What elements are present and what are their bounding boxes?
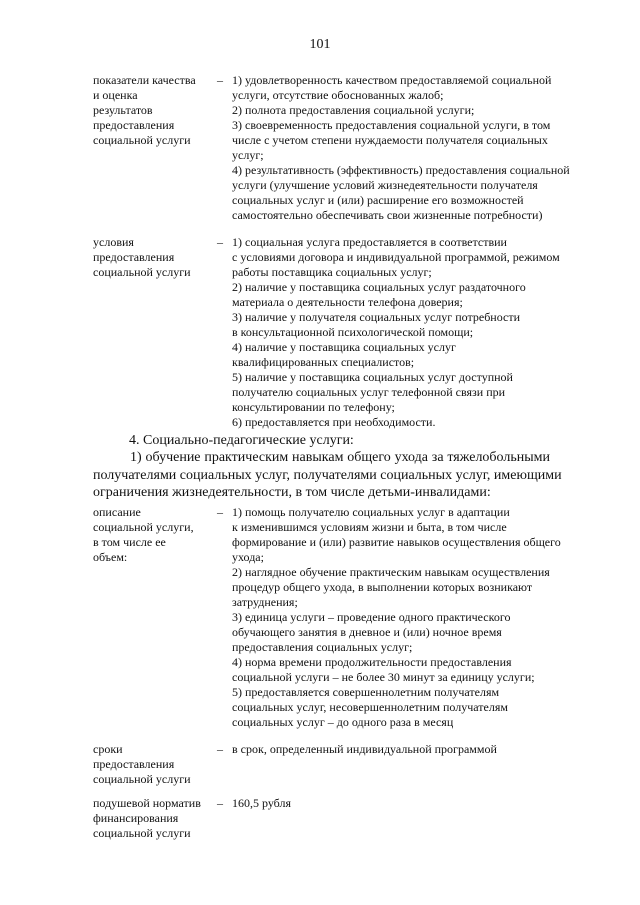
content-line: 160,5 рубля [232,796,291,810]
content-line: числе с учетом степени нуждаемости получателя социальных [232,133,548,147]
content-line: 2) наличие у поставщика социальных услуг раздаточного [232,280,526,294]
content-line: 3) своевременность предоставления социальной услуги, в том [232,118,551,132]
content-line: 1) помощь получателю социальных услуг в адаптации [232,505,510,519]
content-line: обучающего занятия в дневное и (или) ночное время [232,625,502,639]
content-line: социальных услуг, несовершеннолетним получателям [232,700,508,714]
row-label [93,796,218,841]
content-line: 2) полнота предоставления социальной услуги; [232,103,475,117]
content-line: самостоятельно обеспечивать свои жизненные потребности) [232,208,543,222]
label-line: социальной услуги [93,133,191,147]
content-line: 6) предоставляется при необходимости. [232,415,436,429]
content-line: 5) наличие у поставщика социальных услуг доступной [232,370,513,384]
content-line: 1) удовлетворенность качеством предоставляемой социальной [232,73,552,87]
content-line: 5) предоставляется совершеннолетним получателям [232,685,500,699]
row-label [93,73,218,148]
content-line: затруднения; [232,595,298,609]
row-content [232,742,562,757]
content-line: ухода; [232,550,264,564]
content-line: работы поставщика социальных услуг; [232,265,432,279]
content-line: 4) наличие у поставщика социальных услуг [232,340,456,354]
content-line: 3) единица услуги – проведение одного практического [232,610,511,624]
label-line: сроки [93,742,123,756]
content-line: получателю социальных услуг телефонной связи при [232,385,506,399]
row-content [232,505,562,730]
content-line: к изменившимся условиям жизни и быта, в том числе [232,520,507,534]
content-line: предоставления социальных услуг; [232,640,413,654]
content-line: формирование и (или) развитие навыков осуществления общего [232,535,561,549]
content-line: услуги, отсутствие обоснованных жалоб; [232,88,444,102]
label-line: объем: [93,550,128,564]
row-label [93,235,218,280]
content-line: 4) норма времени продолжительности предоставления [232,655,512,669]
section-heading: 4. Социально-педагогические услуги: [129,433,354,448]
label-line: и оценка [93,88,138,102]
content-line: социальных услуг и (или) расширение его возможностей [232,193,524,207]
content-line: с условиями договора и индивидуальной программой, режимом [232,250,560,264]
section-paragraph [93,449,562,502]
label-line: социальной услуги [93,772,191,786]
label-line: результатов [93,103,153,117]
row-content [232,73,570,223]
label-line: социальной услуги [93,826,191,840]
label-line: предоставления [93,757,175,771]
row-dash: – [217,73,223,87]
label-line: условия [93,235,134,249]
label-line: показатели качества [93,73,196,87]
label-line: в том числе ее [93,535,166,549]
row-label [93,505,218,565]
content-line: 3) наличие у получателя социальных услуг потребности [232,310,521,324]
paragraph-line: получателями социальных услуг, получателями социальных услуг, имеющими [93,467,562,483]
content-line: 2) наглядное обучение практическим навыкам осуществления [232,565,550,579]
label-line: предоставления [93,118,175,132]
content-line: квалифицированных специалистов; [232,355,415,369]
label-line: социальной услуги, [93,520,194,534]
label-line: описание [93,505,141,519]
row-dash: – [217,796,223,810]
row-content [232,235,562,430]
paragraph-line: ограничения жизнедеятельности, в том числе детьми-инвалидами: [93,485,491,500]
row-dash: – [217,235,223,249]
label-line: предоставления [93,250,175,264]
content-line: 4) результативность (эффективность) предоставления социальной [232,163,570,177]
content-line: социальной услуги – не более 30 минут за единицу услуги; [232,670,535,684]
label-line: финансирования [93,811,179,825]
label-line: социальной услуги [93,265,191,279]
label-line: подушевой норматив [93,796,201,810]
page-number: 101 [309,37,331,52]
content-line: 1) социальная услуга предоставляется в соответствии [232,235,507,249]
content-line: услуг; [232,148,264,162]
row-dash: – [217,505,223,519]
content-line: консультировании по телефону; [232,400,395,414]
content-line: процедур общего ухода, в выполнении которых возникают [232,580,533,594]
content-line: материала о деятельности телефона доверия; [232,295,463,309]
content-line: в срок, определенный индивидуальной программой [232,742,497,756]
content-line: в консультационной психологической помощи; [232,325,474,339]
paragraph-line: 1) обучение практическим навыкам общего ухода за тяжелобольными [130,450,550,465]
content-line: услуги (улучшение условий жизнедеятельности получателя [232,178,538,192]
row-dash: – [217,742,223,756]
row-content [232,796,562,811]
content-line: социальных услуг – до одного раза в месяц [232,715,454,729]
row-label [93,742,218,787]
